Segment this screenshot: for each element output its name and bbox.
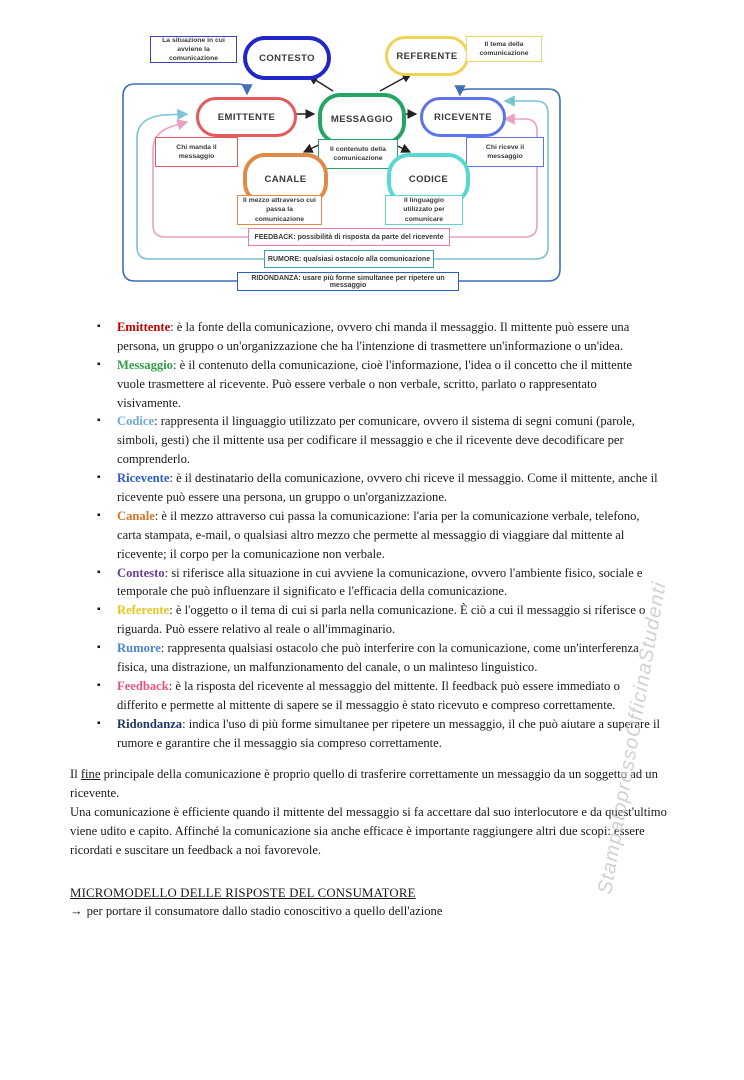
node-ricevente-label: RICEVENTE xyxy=(434,111,492,123)
note-contesto xyxy=(150,36,237,63)
definitions-list xyxy=(95,318,661,752)
node-emittente-label: EMITTENTE xyxy=(217,111,276,123)
node-contesto-label: CONTESTO xyxy=(259,52,315,64)
list-item xyxy=(95,677,661,715)
note-codice-text: Il linguaggio utilizzato per comunicare xyxy=(403,197,445,223)
underlined-word: fine xyxy=(80,767,101,782)
term-rumore: Rumore xyxy=(117,641,161,656)
rumore-bar xyxy=(264,250,434,268)
paragraph-efficiente: Una comunicazione è efficiente quando il mittente del messaggio si fa accettare dal suo interlocutore e da quest'ultimo viene udito e capito. Affinché la comunicazione sia anche efficace è importante raggiungere altri due scopi: essere ricordati e suscitare un feedback a noi favorevole. xyxy=(70,805,667,858)
ridondanza-bar-text: RIDONDANZA: usare più forme simultanee per ripetere un messaggio xyxy=(251,274,445,289)
definition-text: : è il destinatario della comunicazione, ovvero chi riceve il messaggio. Come il mittente, anche il ricevente può essere una persona, un gruppo o un'organizzazione. xyxy=(117,471,658,505)
definition-text: : è l'oggetto o il tema di cui si parla nella comunicazione. È ciò a cui il messaggio si riferisce o riguarda. Può essere relativo al reale o all'immaginario. xyxy=(117,603,646,637)
document-page xyxy=(0,28,744,1080)
node-canale-label: CANALE xyxy=(264,173,307,185)
term-canale: Canale xyxy=(117,508,155,523)
note-messaggio xyxy=(318,139,398,169)
paragraph-text: principale della comunicazione è proprio quello di trasferire correttamente un messaggio da un soggetto ad un ricevente. xyxy=(70,767,658,801)
list-item xyxy=(95,507,661,564)
note-codice xyxy=(385,195,463,225)
feedback-bar-text: FEEDBACK: possibilità di risposta da parte del ricevente xyxy=(254,233,444,241)
definition-text: : è il mezzo attraverso cui passa la comunicazione: l'aria per la comunicazione verbale, telefono, carta stampata, e-mail, o qualsiasi altro mezzo che permette al messaggio di viaggiare dal mittente al ricevente; il corpo per la comunicazione non verbale. xyxy=(117,508,640,561)
node-referente-label: REFERENTE xyxy=(396,50,458,62)
section-heading: MICROMODELLO DELLE RISPOSTE DEL CONSUMATORE xyxy=(70,885,416,900)
node-referente xyxy=(385,36,469,76)
definition-text: : si riferisce alla situazione in cui avviene la comunicazione, ovvero l'ambiente fisico, sociale e temporale che può influenzare il significato e l'efficacia della comunicazione. xyxy=(117,565,643,599)
arrow-line xyxy=(70,904,744,919)
note-emittente-text: Chi manda il messaggio xyxy=(176,143,217,160)
term-emittente: Emittente xyxy=(117,320,171,334)
term-contesto: Contesto xyxy=(117,565,165,580)
feedback-bar xyxy=(248,228,450,246)
term-messaggio: Messaggio xyxy=(117,357,173,372)
arrow-icon: → xyxy=(70,903,83,918)
definition-text: : è la risposta del ricevente al messaggio del mittente. Il feedback può essere immediato o differito e permette al mittente di sapere se il messaggio è stato ricevuto e compreso correttamente. xyxy=(117,678,620,712)
note-canale xyxy=(237,195,322,225)
list-item xyxy=(95,412,661,469)
watermark: StampatopressoOfficinaStudenti xyxy=(594,579,671,896)
definition-text: : è la fonte della comunicazione, ovvero chi manda il messaggio. Il mittente può essere una persona, un gruppo o un'organizzazione che ha l'intenzione di trasmettere un'informazione o un'idea. xyxy=(117,320,630,353)
note-contesto-text: La situazione in cui avviene la comunicazione xyxy=(162,36,225,63)
list-item xyxy=(95,469,661,507)
node-emittente xyxy=(196,97,297,137)
note-emittente xyxy=(155,137,238,167)
definition-text: : è il contenuto della comunicazione, cioè l'informazione, l'idea o il concetto che il mittente vuole trasmettere al ricevente. Può essere verbale o non verbale, scritto, parlato o rappresentato visivamente. xyxy=(117,357,633,410)
note-ricevente-text: Chi riceve il messaggio xyxy=(485,143,525,160)
term-ridondanza: Ridondanza xyxy=(117,716,183,731)
communication-diagram xyxy=(115,28,580,296)
list-item xyxy=(95,601,661,639)
node-messaggio-label: MESSAGGIO xyxy=(330,113,394,125)
note-canale-text: Il mezzo attraverso cui passa la comunicazione xyxy=(243,197,316,223)
ridondanza-bar xyxy=(237,272,459,291)
definition-text: : rappresenta il linguaggio utilizzato per comunicare, ovvero il sistema di segni comuni (parole, simboli, gesti) che il mittente usa per codificare il messaggio e che il ricevente deve decodificare per comprenderlo. xyxy=(117,414,635,467)
term-referente: Referente xyxy=(117,603,170,618)
list-item xyxy=(95,639,661,677)
list-item xyxy=(95,564,661,602)
note-ricevente xyxy=(466,137,544,167)
node-codice-label: CODICE xyxy=(408,173,449,185)
paragraph-fine xyxy=(70,765,672,803)
definition-text: : rappresenta qualsiasi ostacolo che può interferire con la comunicazione, come un'interferenza fisica, una distrazione, un malfunzionamento del canale, o un malinteso linguistico. xyxy=(117,641,639,675)
note-referente xyxy=(466,36,542,62)
rumore-bar-text: RUMORE: qualsiasi ostacolo alla comunicazione xyxy=(267,255,431,263)
list-item xyxy=(95,356,661,413)
arrow-line-text: per portare il consumatore dallo stadio conoscitivo a quello dell'azione xyxy=(86,903,443,918)
body-paragraphs xyxy=(70,765,672,859)
note-referente-text: Il tema della comunicazione xyxy=(479,40,529,57)
node-messaggio xyxy=(318,93,406,145)
node-ricevente xyxy=(420,97,506,137)
list-item xyxy=(95,715,661,753)
term-ricevente: Ricevente xyxy=(117,471,170,486)
node-contesto xyxy=(243,36,331,80)
note-messaggio-text: Il contenuto della comunicazione xyxy=(330,145,386,162)
term-codice: Codice xyxy=(117,414,155,429)
definition-text: : indica l'uso di più forme simultanee per ripetere un messaggio, il che può aiutare a superare il rumore e garantire che il messaggio sia compreso correttamente. xyxy=(117,716,660,750)
term-feedback: Feedback xyxy=(117,678,169,693)
paragraph-text: Il xyxy=(70,767,81,782)
list-item xyxy=(95,318,661,356)
